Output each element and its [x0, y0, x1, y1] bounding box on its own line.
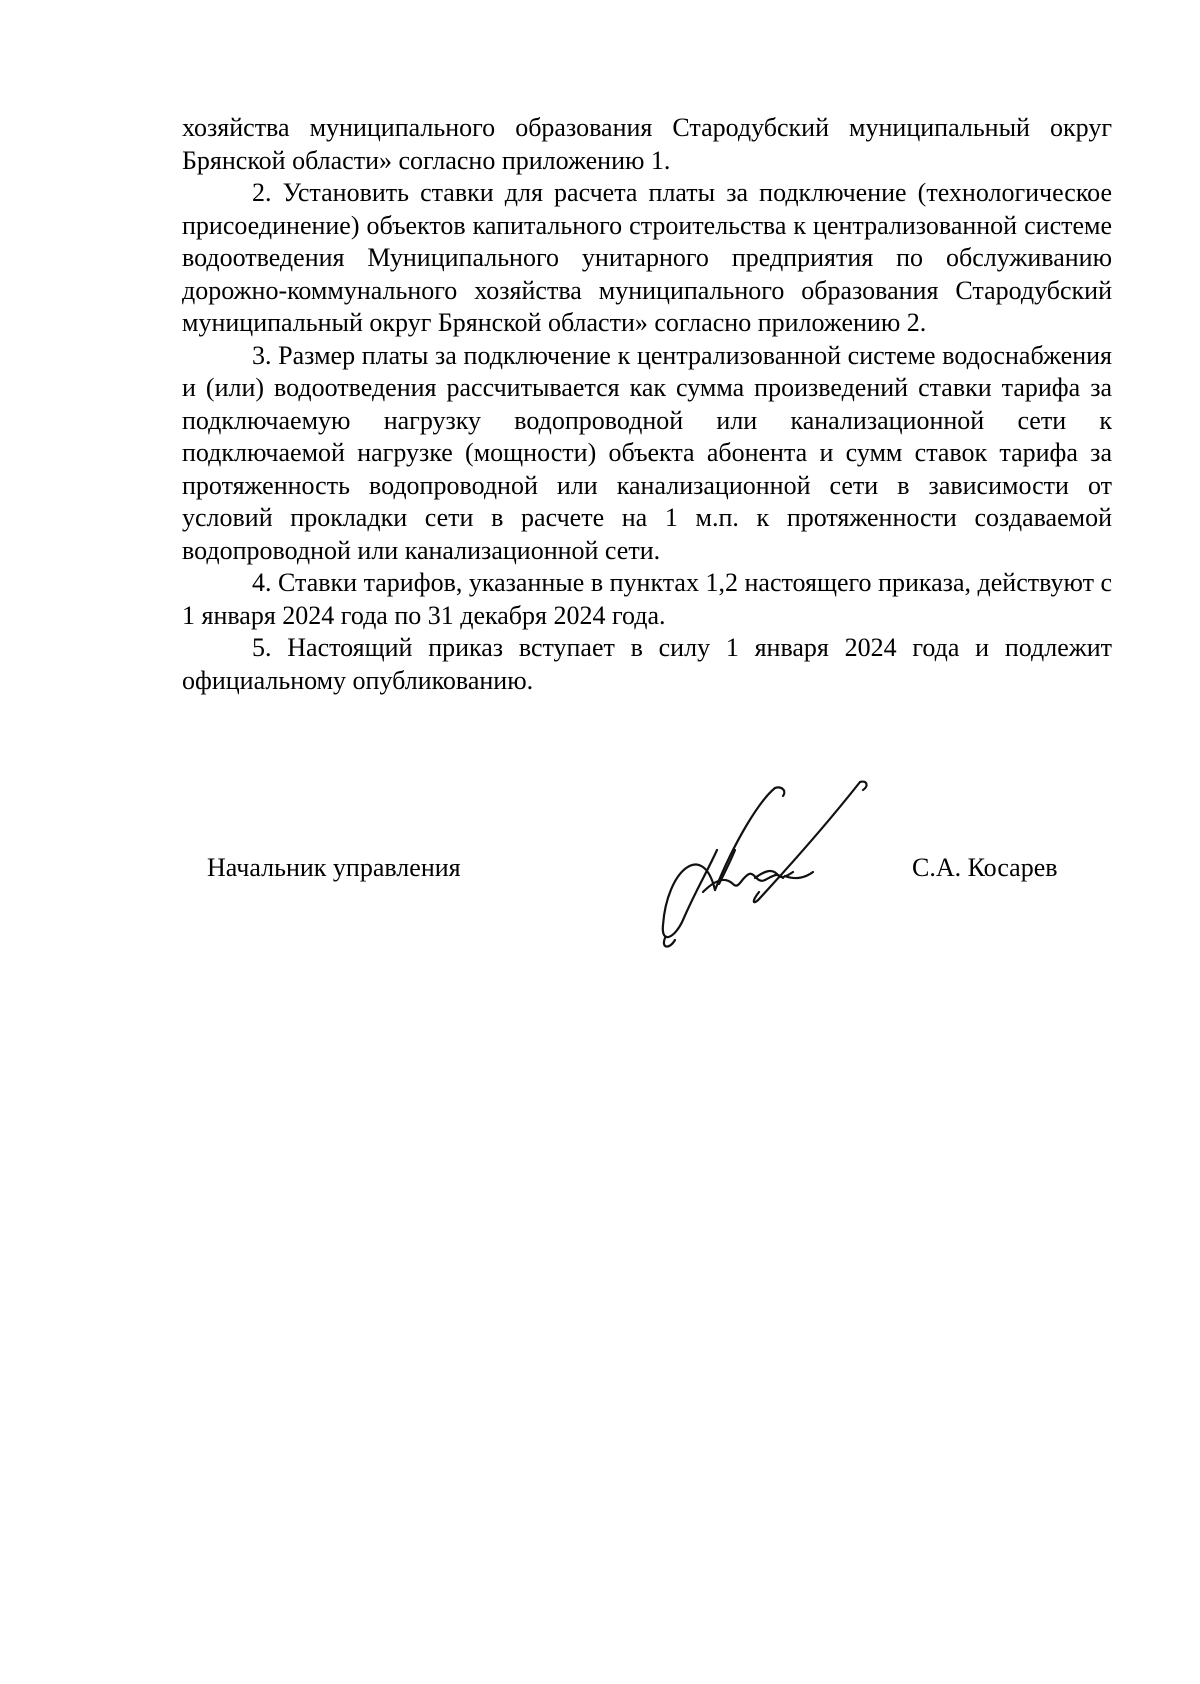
handwritten-signature-icon: [655, 780, 915, 950]
paragraph-continuation: хозяйства муниципального образования Стародубский муниципальный округ Брянской области» согласно приложению 1.: [182, 113, 1112, 175]
paragraph-item-2: 2. Установить ставки для расчета платы за подключение (технологическое присоединение) объектов капитального строительства к централизованной системе водоотведения Муниципального унитарного предприятия по обслуживанию дорожно-коммунального хозяйства муниципального образования Стародубский муниципальный округ Брянской области» согласно приложению 2.: [182, 178, 1112, 337]
paragraph-item-5: 5. Настоящий приказ вступает в силу 1 января 2024 года и подлежит официальному опубликованию.: [182, 633, 1112, 695]
signatory-name: С.А. Косарев: [912, 853, 1058, 882]
signatory-position: Начальник управления: [207, 853, 461, 882]
document-body: [182, 112, 1112, 697]
paragraph-item-4: 4. Ставки тарифов, указанные в пунктах 1,2 настоящего приказа, действуют с 1 января 2024 года по 31 декабря 2024 года.: [182, 568, 1112, 630]
signature-block: [0, 852, 1200, 892]
paragraph-item-3: 3. Размер платы за подключение к централизованной системе водоснабжения и (или) водоотведения рассчитывается как сумма произведений ставки тарифа за подключаемую нагрузку водопроводной или канализационной сети к подключаемой нагрузке (мощности) объекта абонента и сумм ставок тарифа за протяженность водопроводной или канализационной сети в зависимости от условий прокладки сети в расчете на 1 м.п. к протяженности создаваемой водопроводной или канализационной сети.: [182, 340, 1112, 565]
